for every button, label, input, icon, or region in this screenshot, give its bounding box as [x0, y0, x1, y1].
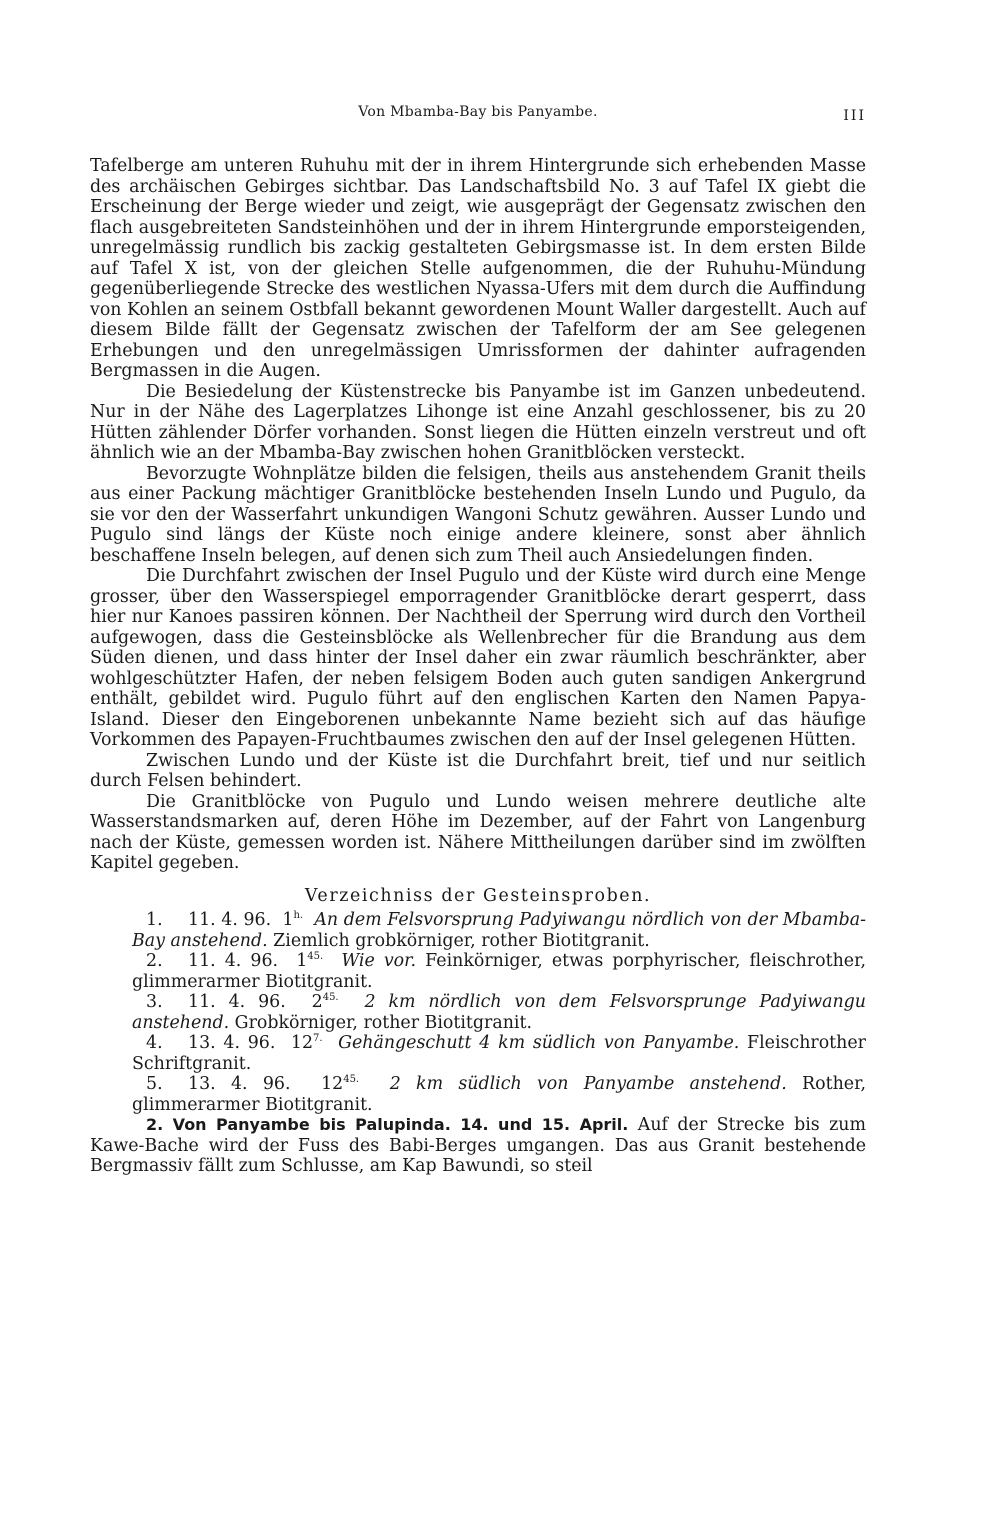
sample-entry — [90, 992, 866, 1033]
sample-time-sup: 45. — [307, 951, 324, 963]
sample-date: 11. 4. 96. — [188, 910, 272, 930]
sample-location: Wie vor. — [341, 951, 417, 971]
sample-description: Feinkörniger, etwas porphyrischer, fleischrother, glimmerarmer Biotitgranit. — [132, 951, 867, 992]
sample-number: 5. — [146, 1074, 163, 1094]
paragraph: Zwischen Lundo und der Küste ist die Durchfahrt breit, tief und nur seitlich durch Felsen behindert. — [90, 750, 866, 791]
page-number: III — [843, 108, 866, 124]
sample-date: 13. 4. 96. — [188, 1033, 276, 1053]
book-page — [90, 98, 866, 1177]
sample-entry — [90, 1074, 866, 1115]
sample-location: Gehängeschutt 4 km südlich von Panyambe. — [338, 1033, 740, 1053]
sample-number: 1. — [146, 910, 163, 930]
paragraph: Die Durchfahrt zwischen der Insel Pugulo und der Küste wird durch eine Menge grosser, über den Wasserspiegel emporragender Granitblöcke derart gesperrt, dass hier nur Kanoes passiren können. Der Nachtheil der Sperrung wird durch den Vortheil aufgewogen, dass die Gesteinsblöcke als Wellenbrecher für die Brandung aus dem Süden dienen, und dass hinter der Insel daher ein zwar räumlich beschränkter, aber wohlgeschützter Hafen, der neben felsigem Boden auch guten sandigen Ankergrund enthält, gebildet wird. Pugulo führt auf den englischen Karten den Namen Papya-Island. Dieser den Eingeborenen unbekannte Name bezieht sich auf das häufige Vorkommen des Papayen-Fruchtbaumes zwischen den auf der Insel gelegenen Hütten. — [90, 566, 866, 750]
sample-time: 1 — [296, 951, 308, 971]
sample-entry — [90, 951, 866, 992]
sample-location: 2 km nördlich von dem Felsvorsprunge Padyiwangu anstehend. — [132, 992, 866, 1033]
sample-time-sup: 7. — [313, 1033, 323, 1045]
section-2-text: Auf der Strecke bis zum Kawe-Bache wird der Fuss des Babi-Berges umgangen. Das aus Granit bestehende Bergmassiv fällt zum Schlusse, am Kap Bawundi, so steil — [90, 1115, 867, 1176]
section-2-paragraph — [90, 1115, 866, 1177]
paragraph: Die Granitblöcke von Pugulo und Lundo weisen mehrere deutliche alte Wasserstandsmarken auf, deren Höhe im Dezember, auf der Fahrt von Langenburg nach der Küste, gemessen worden ist. Nähere Mittheilungen darüber sind im zwölften Kapitel gegeben. — [90, 791, 866, 873]
sample-description: Fleischrother Schriftgranit. — [132, 1033, 866, 1074]
sample-number: 2. — [146, 951, 163, 971]
sample-date: 11. 4. 96. — [188, 951, 279, 971]
sample-time: 1 — [282, 910, 294, 930]
section-2-heading: 2. Von Panyambe bis Palupinda. 14. und 15. April. — [146, 1115, 629, 1134]
sample-time-sup: 45. — [343, 1074, 360, 1086]
sample-description: Rother, glimmerarmer Biotitgranit. — [132, 1074, 867, 1115]
sample-location: An dem Felsvorsprung Padyiwangu nördlich von der Mbamba-Bay anstehend. — [132, 910, 866, 951]
section-title: Verzeichniss der Gesteinsproben. — [304, 885, 652, 906]
sample-entry — [90, 910, 866, 951]
sample-time-sup: h. — [293, 910, 304, 922]
running-header — [90, 98, 866, 128]
paragraph: Tafelberge am unteren Ruhuhu mit der in ihrem Hintergrunde sich erhebenden Masse des archäischen Gebirges sichtbar. Das Landschaftsbild No. 3 auf Tafel IX giebt die Erscheinung der Berge wieder und zeigt, wie ausgeprägt der Gegensatz zwischen den flach ausgebreiteten Sandsteinhöhen und der in ihrem Hintergrunde emporsteigenden, unregelmässig rundlich bis zackig gestalteten Gebirgsmasse ist. In dem ersten Bilde auf Tafel X ist, von der gleichen Stelle aufgenommen, die der Ruhuhu-Mündung gegenüberliegende Strecke des westlichen Nyassa-Ufers mit dem durch die Auffindung von Kohlen an seinem Ostbfall bekannt gewordenen Mount Waller dargestellt. Auch auf diesem Bilde fällt der Gegensatz zwischen der Tafelform der am See gelegenen Erhebungen und den unregelmässigen Umrissformen der dahinter aufragenden Bergmassen in die Augen. — [90, 156, 866, 381]
running-title: Von Mbamba-Bay bis Panyambe. — [358, 104, 598, 120]
sample-date: 13. 4. 96. — [188, 1074, 291, 1094]
sample-entry — [90, 1033, 866, 1074]
sample-number: 4. — [146, 1033, 163, 1053]
sample-time: 12 — [321, 1074, 344, 1094]
paragraph: Die Besiedelung der Küstenstrecke bis Panyambe ist im Ganzen unbedeutend. Nur in der Nähe des Lagerplatzes Lihonge ist eine Anzahl geschlossener, bis zu 20 Hütten zählender Dörfer vorhanden. Sonst liegen die Hütten einzeln verstreut und oft ähnlich wie an der Mbamba-Bay zwischen hohen Granitblöcken versteckt. — [90, 381, 866, 463]
sample-number: 3. — [146, 992, 163, 1012]
sample-description: Ziemlich grobkörniger, rother Biotitgranit. — [273, 930, 650, 951]
sample-time: 2 — [311, 992, 323, 1012]
page-body — [90, 156, 866, 1177]
sample-time-sup: 45. — [322, 992, 339, 1004]
paragraph: Bevorzugte Wohnplätze bilden die felsigen, theils aus anstehendem Granit theils aus einer Packung mächtiger Granitblöcke bestehenden Inseln Lundo und Pugulo, da sie vor den der Wasserfahrt unkundigen Wangoni Schutz gewähren. Ausser Lundo und Pugulo sind längs der Küste noch einige andere kleinere, sonst aber ähnlich beschaffene Inseln belegen, auf denen sich zum Theil auch Ansiedelungen finden. — [90, 463, 866, 566]
sample-location: 2 km südlich von Panyambe anstehend. — [389, 1074, 787, 1094]
sample-date: 11. 4. 96. — [188, 992, 286, 1012]
sample-description: Grobkörniger, rother Biotitgranit. — [234, 1012, 532, 1033]
sample-time: 12 — [290, 1033, 314, 1053]
